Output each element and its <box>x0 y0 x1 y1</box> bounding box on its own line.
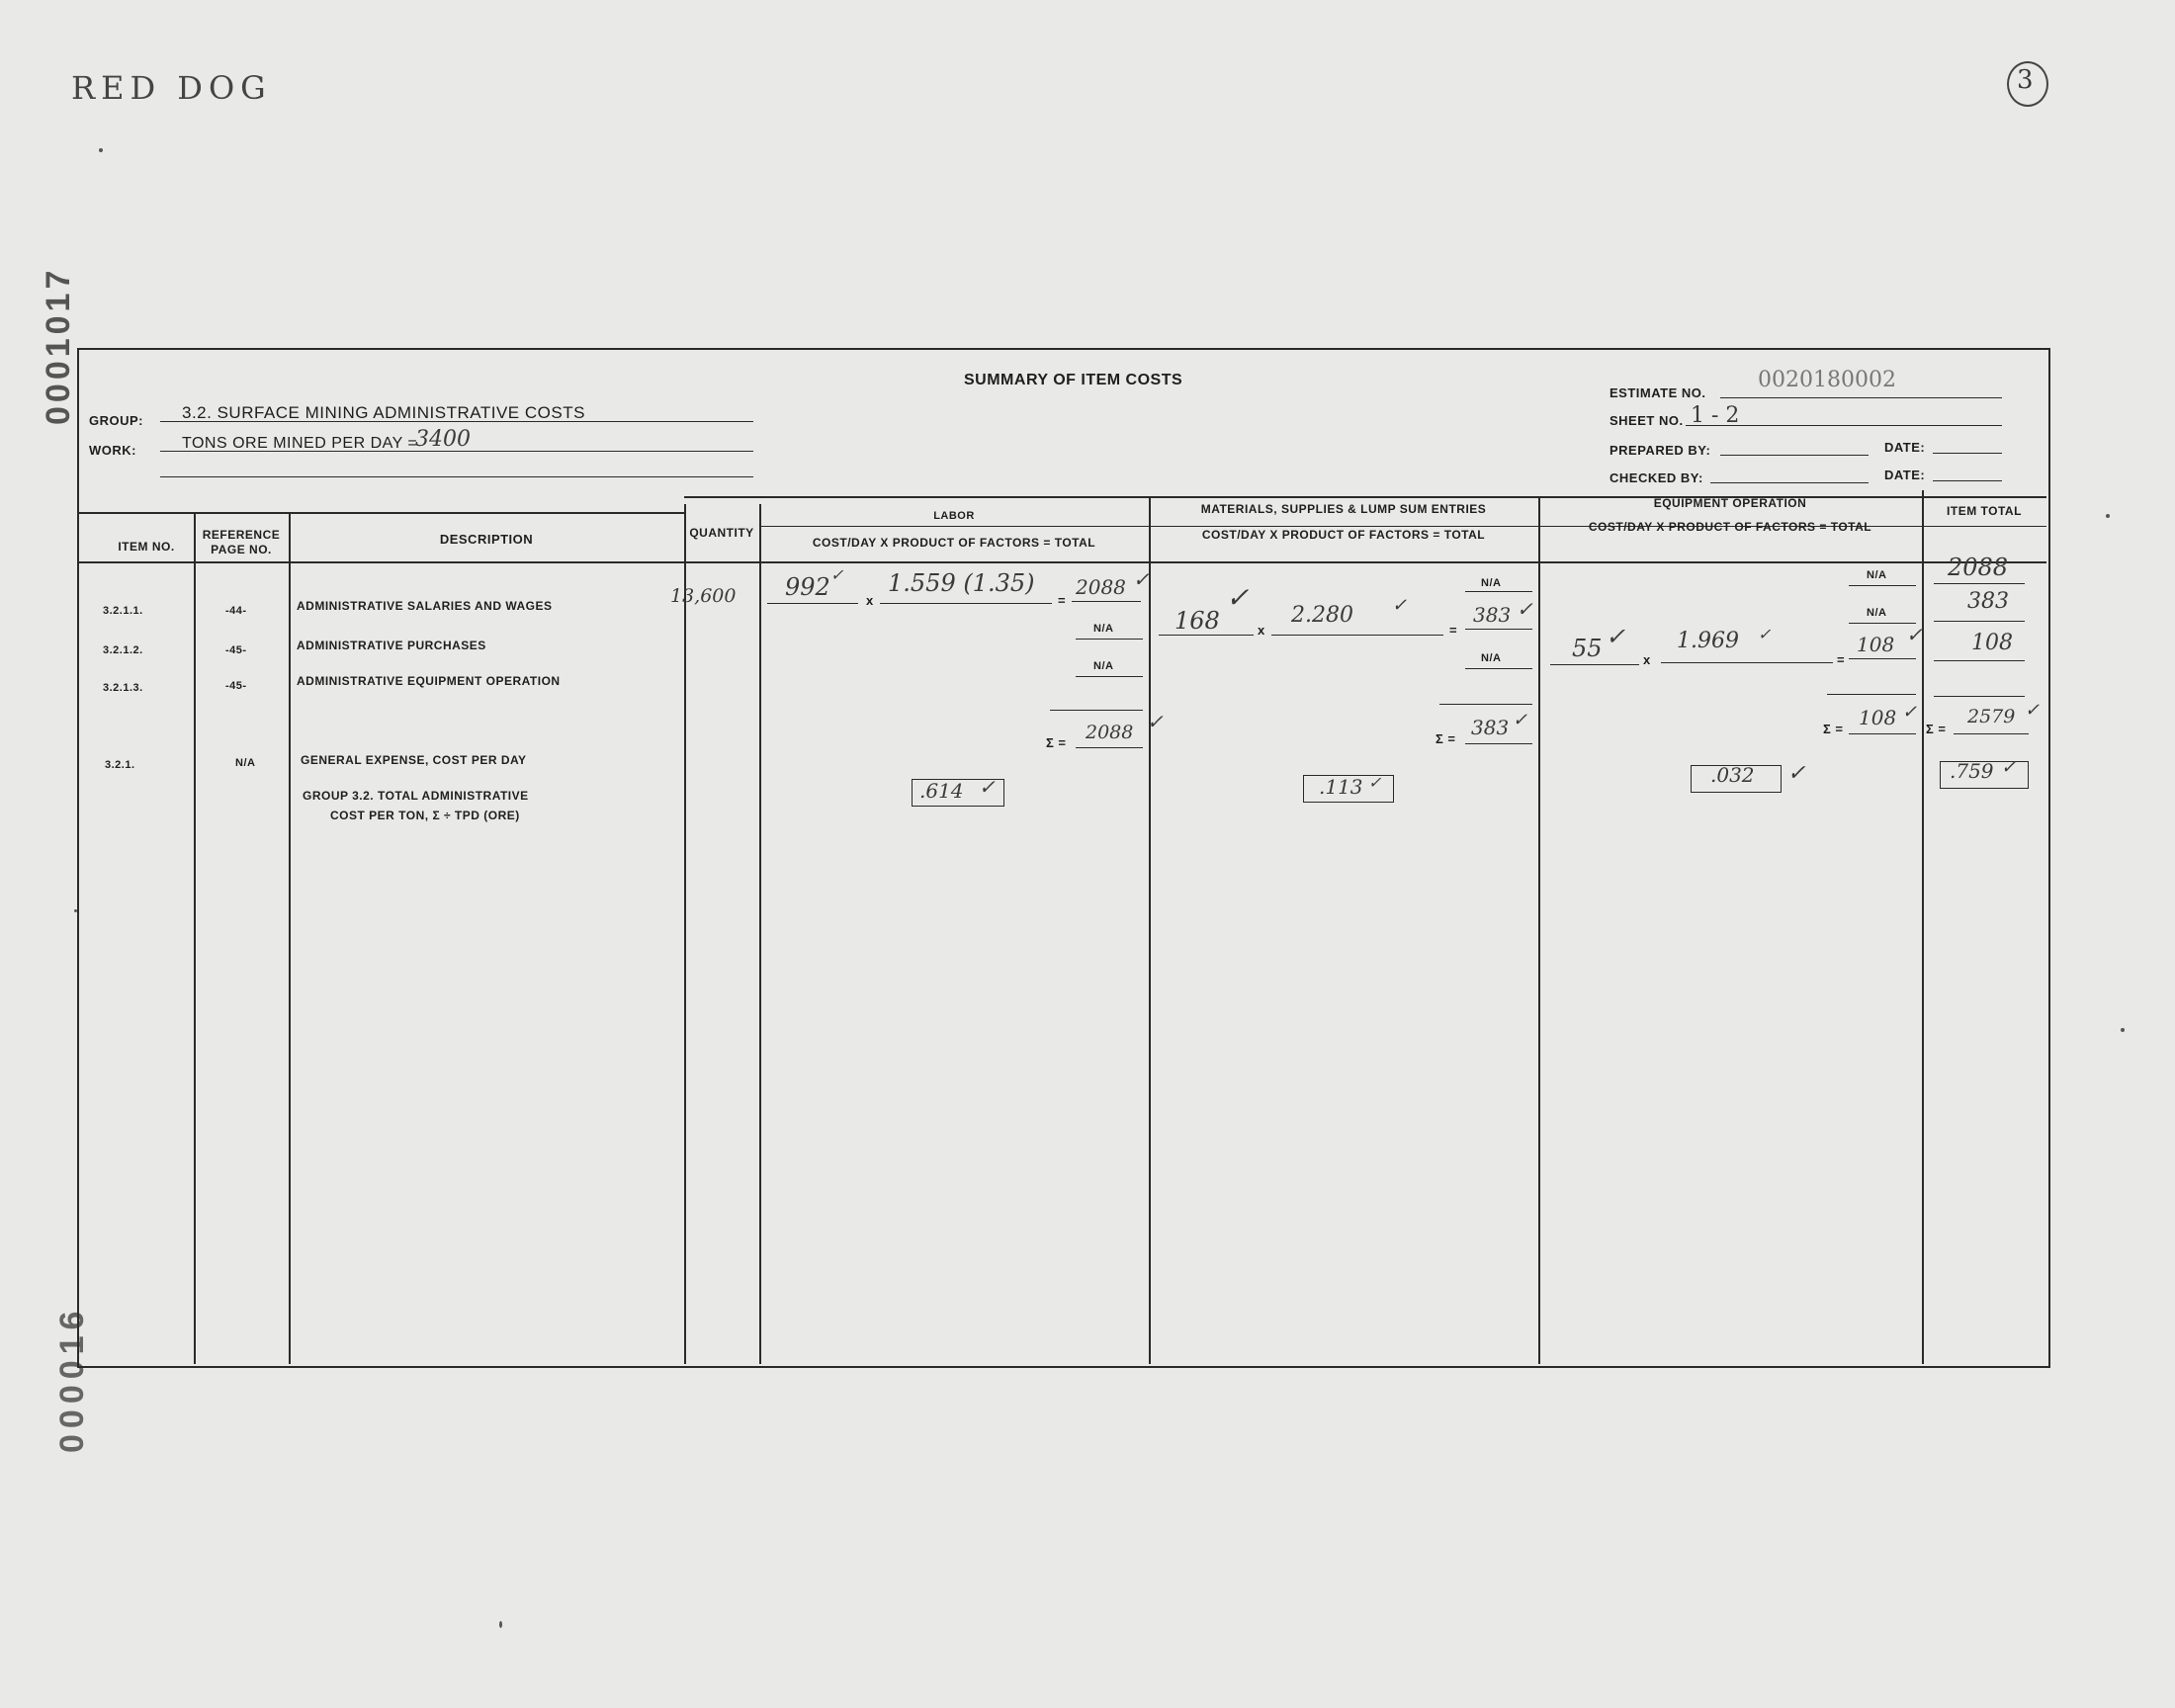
item-total-blank-underline <box>1934 696 2025 697</box>
col-header-reference: REFERENCE PAGE NO. <box>202 528 281 556</box>
materials-sum-check: ✓ <box>1513 710 1528 730</box>
row-ref-3: -45- <box>225 680 247 692</box>
equipment-na-1-underline <box>1849 585 1916 586</box>
equipment-cost-underline <box>1550 664 1639 665</box>
col-header-materials-sub: COST/DAY X PRODUCT OF FACTORS = TOTAL <box>1201 528 1486 542</box>
item-total-per-ton-check: ✓ <box>2001 757 2017 778</box>
group-total-desc-2: COST PER TON, Σ ÷ TPD (ORE) <box>330 809 520 822</box>
materials-na-1-underline <box>1465 591 1532 592</box>
row-ref-2: -45- <box>225 644 247 656</box>
equipment-total-underline <box>1849 658 1916 659</box>
sheet-label: SHEET NO. <box>1610 413 1684 428</box>
labor-sum-check: ✓ <box>1147 710 1164 733</box>
col-divider-desc <box>684 504 686 1364</box>
scan-speck <box>2106 514 2110 518</box>
equipment-sum-check: ✓ <box>1902 702 1918 723</box>
scan-speck <box>499 1621 502 1628</box>
col-header-labor-sub: COST/DAY X PRODUCT OF FACTORS = TOTAL <box>812 536 1096 550</box>
materials-na-2-underline <box>1465 668 1532 669</box>
equipment-per-ton-check: ✓ <box>1787 761 1806 786</box>
table-header-bottom <box>79 561 2046 563</box>
equipment-sum-underline <box>1849 733 1916 734</box>
col-header-description: DESCRIPTION <box>439 532 534 547</box>
equipment-sum: 108 <box>1859 706 1897 729</box>
checked-label: CHECKED BY: <box>1610 470 1703 485</box>
row-item-3: 3.2.1.3. <box>103 682 143 694</box>
labor-factors: 1.559 (1.35) <box>888 569 1035 597</box>
table-top-line <box>79 512 684 514</box>
title-annotation: RED DOG <box>71 69 272 107</box>
item-total-3-underline <box>1934 660 2025 661</box>
item-total-1: 2088 <box>1948 554 2009 581</box>
checked-date-underline <box>1933 480 2002 481</box>
equipment-total-check: ✓ <box>1906 623 1923 646</box>
materials-equals: = <box>1449 623 1458 638</box>
equipment-cost-check: ✓ <box>1606 623 1626 650</box>
item-total-sum: 2579 <box>1967 706 2016 727</box>
labor-times: x <box>866 593 874 608</box>
labor-na-1-underline <box>1076 639 1143 640</box>
group-label: GROUP: <box>89 413 143 428</box>
materials-sigma: Σ = <box>1436 731 1456 746</box>
col-divider-labor <box>1149 496 1151 1364</box>
col-divider-qty <box>759 504 761 1364</box>
materials-total: 383 <box>1473 603 1512 627</box>
group-value: 3.2. SURFACE MINING ADMINISTRATIVE COSTS <box>182 403 585 422</box>
row-desc-4: GENERAL EXPENSE, COST PER DAY <box>301 753 527 767</box>
labor-blank-underline <box>1050 710 1143 711</box>
page-number: 3 <box>2017 65 2034 95</box>
row-ref-1: -44- <box>225 605 247 617</box>
materials-total-underline <box>1465 629 1532 630</box>
prepared-underline <box>1720 455 1869 456</box>
labor-per-ton-check: ✓ <box>979 775 996 799</box>
checked-underline <box>1710 482 1869 483</box>
col-header-labor: LABOR <box>933 510 975 522</box>
equipment-times: x <box>1643 652 1651 667</box>
materials-blank-underline <box>1439 704 1532 705</box>
equipment-cost-day: 55 <box>1572 635 1603 662</box>
materials-na-1: N/A <box>1481 577 1502 589</box>
col-header-item-no: ITEM NO. <box>118 540 175 554</box>
equipment-factors-underline <box>1661 662 1833 663</box>
group-total-desc-1: GROUP 3.2. TOTAL ADMINISTRATIVE <box>303 789 529 803</box>
equipment-factors: 1.969 <box>1677 629 1739 653</box>
item-total-1-underline <box>1934 583 2025 584</box>
equipment-per-ton: .032 <box>1710 763 1755 787</box>
row-item-4: 3.2.1. <box>105 759 135 771</box>
col-divider-materials <box>1538 496 1540 1364</box>
materials-sum-underline <box>1465 743 1532 744</box>
row-desc-2: ADMINISTRATIVE PURCHASES <box>297 639 486 652</box>
row-qty-1: 13,600 <box>670 585 737 607</box>
estimate-value: 0020180002 <box>1758 368 1896 392</box>
row-desc-3: ADMINISTRATIVE EQUIPMENT OPERATION <box>297 674 561 688</box>
equipment-blank-underline <box>1827 694 1916 695</box>
labor-cost-underline <box>767 603 858 604</box>
labor-sum: 2088 <box>1086 722 1134 743</box>
labor-sigma: Σ = <box>1046 735 1067 750</box>
col-header-equipment: EQUIPMENT OPERATION <box>1653 496 1807 510</box>
checked-date-label: DATE: <box>1884 468 1926 482</box>
labor-total: 2088 <box>1076 575 1126 599</box>
materials-times: x <box>1258 623 1265 638</box>
materials-per-ton-check: ✓ <box>1368 773 1382 792</box>
prepared-date-underline <box>1933 453 2002 454</box>
scan-speck <box>99 148 103 152</box>
header-blank-line <box>160 476 753 477</box>
row-desc-1: ADMINISTRATIVE SALARIES AND WAGES <box>297 599 553 613</box>
labor-cost-day: 992 <box>785 573 830 601</box>
item-total-sum-check: ✓ <box>2025 700 2041 721</box>
labor-sum-underline <box>1076 747 1143 748</box>
item-total-3: 108 <box>1971 631 2013 655</box>
sheet-underline <box>1686 425 2002 426</box>
item-total-sum-underline <box>1954 733 2029 734</box>
prepared-date-label: DATE: <box>1884 440 1926 455</box>
row-item-1: 3.2.1.1. <box>103 605 143 617</box>
labor-na-2-underline <box>1076 676 1143 677</box>
form-title: SUMMARY OF ITEM COSTS <box>964 372 1183 388</box>
estimate-label: ESTIMATE NO. <box>1610 385 1706 400</box>
materials-factors-check: ✓ <box>1392 595 1408 616</box>
equipment-na-2: N/A <box>1867 607 1887 619</box>
margin-stamp: 0001017 <box>40 266 77 425</box>
labor-cost-check: ✓ <box>830 565 844 584</box>
item-total-sigma: Σ = <box>1926 722 1947 736</box>
col-divider-item <box>194 512 196 1364</box>
work-tpd: 3400 <box>415 427 471 452</box>
scan-speck <box>2121 1028 2125 1032</box>
labor-na-1: N/A <box>1093 623 1114 635</box>
materials-total-check: ✓ <box>1517 597 1533 621</box>
labor-factors-underline <box>880 603 1052 604</box>
equipment-factors-check: ✓ <box>1758 625 1772 643</box>
item-total-per-ton: .759 <box>1950 759 1994 783</box>
prepared-label: PREPARED BY: <box>1610 443 1711 458</box>
labor-total-check: ✓ <box>1133 567 1150 591</box>
equipment-equals: = <box>1837 652 1846 667</box>
margin-stamp-lower: 000016 <box>53 1305 91 1453</box>
materials-cost-check: ✓ <box>1226 581 1250 614</box>
item-total-2-underline <box>1934 621 2025 622</box>
estimate-underline <box>1720 397 2002 398</box>
materials-factors: 2.280 <box>1291 603 1353 628</box>
labor-na-2: N/A <box>1093 660 1114 672</box>
col-divider-equipment <box>1922 490 1924 1364</box>
work-underline <box>160 451 753 452</box>
materials-cost-day: 168 <box>1174 607 1220 635</box>
equipment-na-1: N/A <box>1867 569 1887 581</box>
item-total-2: 383 <box>1967 589 2009 614</box>
materials-per-ton: .113 <box>1319 775 1363 799</box>
col-header-materials: MATERIALS, SUPPLIES & LUMP SUM ENTRIES <box>1200 502 1487 516</box>
materials-factors-underline <box>1271 635 1443 636</box>
materials-cost-underline <box>1159 635 1254 636</box>
materials-na-2: N/A <box>1481 652 1502 664</box>
col-divider-ref <box>289 512 291 1364</box>
col-header-equipment-sub: COST/DAY X PRODUCT OF FACTORS = TOTAL <box>1588 520 1872 534</box>
work-label: WORK: <box>89 443 136 458</box>
row-ref-4: N/A <box>235 757 256 769</box>
row-item-2: 3.2.1.2. <box>103 644 143 656</box>
equipment-sigma: Σ = <box>1823 722 1844 736</box>
group-underline <box>160 421 753 422</box>
labor-equals: = <box>1058 593 1067 608</box>
equipment-total: 108 <box>1857 633 1895 656</box>
labor-total-underline <box>1072 601 1141 602</box>
materials-sum: 383 <box>1471 716 1510 739</box>
col-header-item-total: ITEM TOTAL <box>1947 504 2022 518</box>
work-value: TONS ORE MINED PER DAY = <box>182 435 418 452</box>
labor-per-ton: .614 <box>919 779 964 803</box>
col-header-quantity: QUANTITY <box>689 526 754 540</box>
sheet-value: 1 - 2 <box>1691 403 1740 428</box>
